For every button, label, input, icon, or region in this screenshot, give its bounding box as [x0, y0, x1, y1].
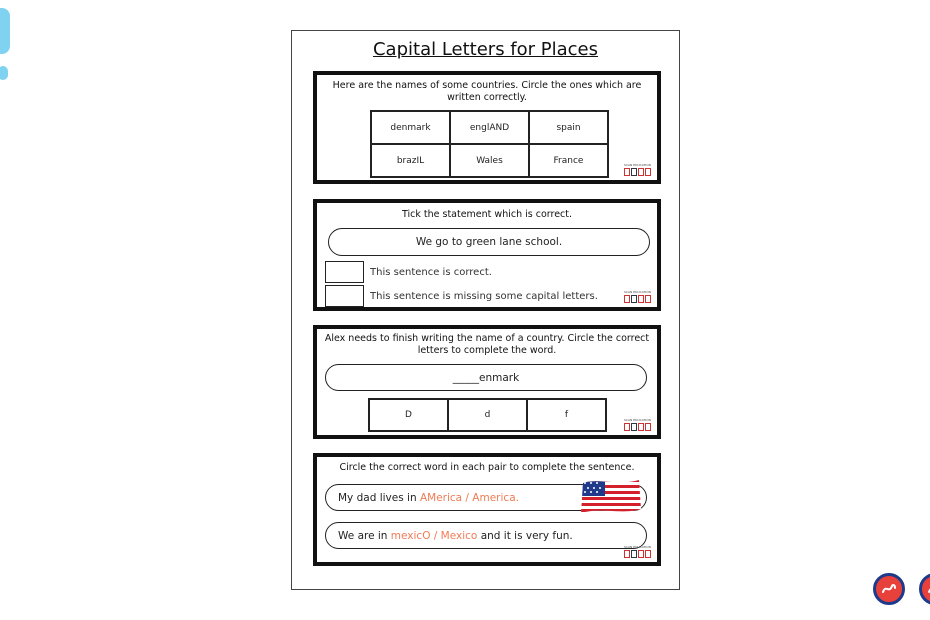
country-cell[interactable]: France — [529, 144, 608, 177]
scribble-icon — [926, 580, 930, 598]
country-cell[interactable]: englAND — [450, 111, 529, 144]
presentation-control-button[interactable] — [873, 573, 905, 605]
presentation-control-button[interactable] — [919, 573, 930, 605]
question-prompt: Alex needs to finish writing the name of a country. Circle the correct letters to complete the word. — [324, 333, 650, 356]
question-prompt: Tick the statement which is correct. — [401, 209, 573, 220]
sentence-pill-2 — [325, 522, 647, 549]
decorative-accent-bar — [0, 8, 10, 54]
tick-option-label: This sentence is missing some capital letters. — [370, 290, 598, 302]
country-grid — [370, 110, 609, 178]
question-prompt: Here are the names of some countries. Circle the ones which are written correctly. — [332, 80, 642, 103]
worksheet — [291, 30, 680, 590]
sentence-pill: We go to green lane school. — [328, 228, 650, 256]
publisher-logo: SCAN EDUCATION — [624, 545, 654, 559]
letter-choice[interactable]: D — [369, 399, 448, 431]
decorative-accent-dot — [0, 66, 8, 80]
question-panel-countries — [313, 71, 661, 184]
question-prompt: Circle the correct word in each pair to complete the sentence. — [339, 462, 635, 473]
question-panel-pairs — [313, 453, 661, 566]
sentence-text: My dad lives in — [338, 491, 420, 504]
country-cell[interactable]: Wales — [450, 144, 529, 177]
tick-option-label: This sentence is correct. — [370, 266, 492, 278]
sentence-text: We are in — [338, 529, 391, 542]
country-cell[interactable]: spain — [529, 111, 608, 144]
tick-option — [325, 261, 492, 283]
tick-checkbox[interactable] — [325, 285, 364, 307]
letter-choice[interactable]: d — [448, 399, 527, 431]
publisher-logo: SCAN EDUCATION — [624, 418, 654, 432]
tick-option — [325, 285, 598, 307]
question-panel-letters — [313, 325, 661, 439]
scribble-icon — [880, 580, 898, 598]
country-cell[interactable]: brazIL — [371, 144, 450, 177]
publisher-logo: SCAN EDUCATION — [624, 163, 654, 177]
sentence-text: and it is very fun. — [477, 529, 573, 542]
word-pill: _____enmark — [325, 364, 647, 391]
usa-flag-icon — [579, 477, 643, 515]
worksheet-title: Capital Letters for Places — [372, 39, 599, 60]
country-cell[interactable]: denmark — [371, 111, 450, 144]
word-pair-options[interactable]: mexicO / Mexico — [390, 529, 478, 542]
publisher-logo: SCAN EDUCATION — [624, 290, 654, 304]
word-pair-options[interactable]: AMerica / America. — [419, 491, 519, 504]
question-panel-tick — [313, 199, 661, 311]
letter-choice-grid — [368, 398, 607, 432]
letter-choice[interactable]: f — [527, 399, 606, 431]
tick-checkbox[interactable] — [325, 261, 364, 283]
